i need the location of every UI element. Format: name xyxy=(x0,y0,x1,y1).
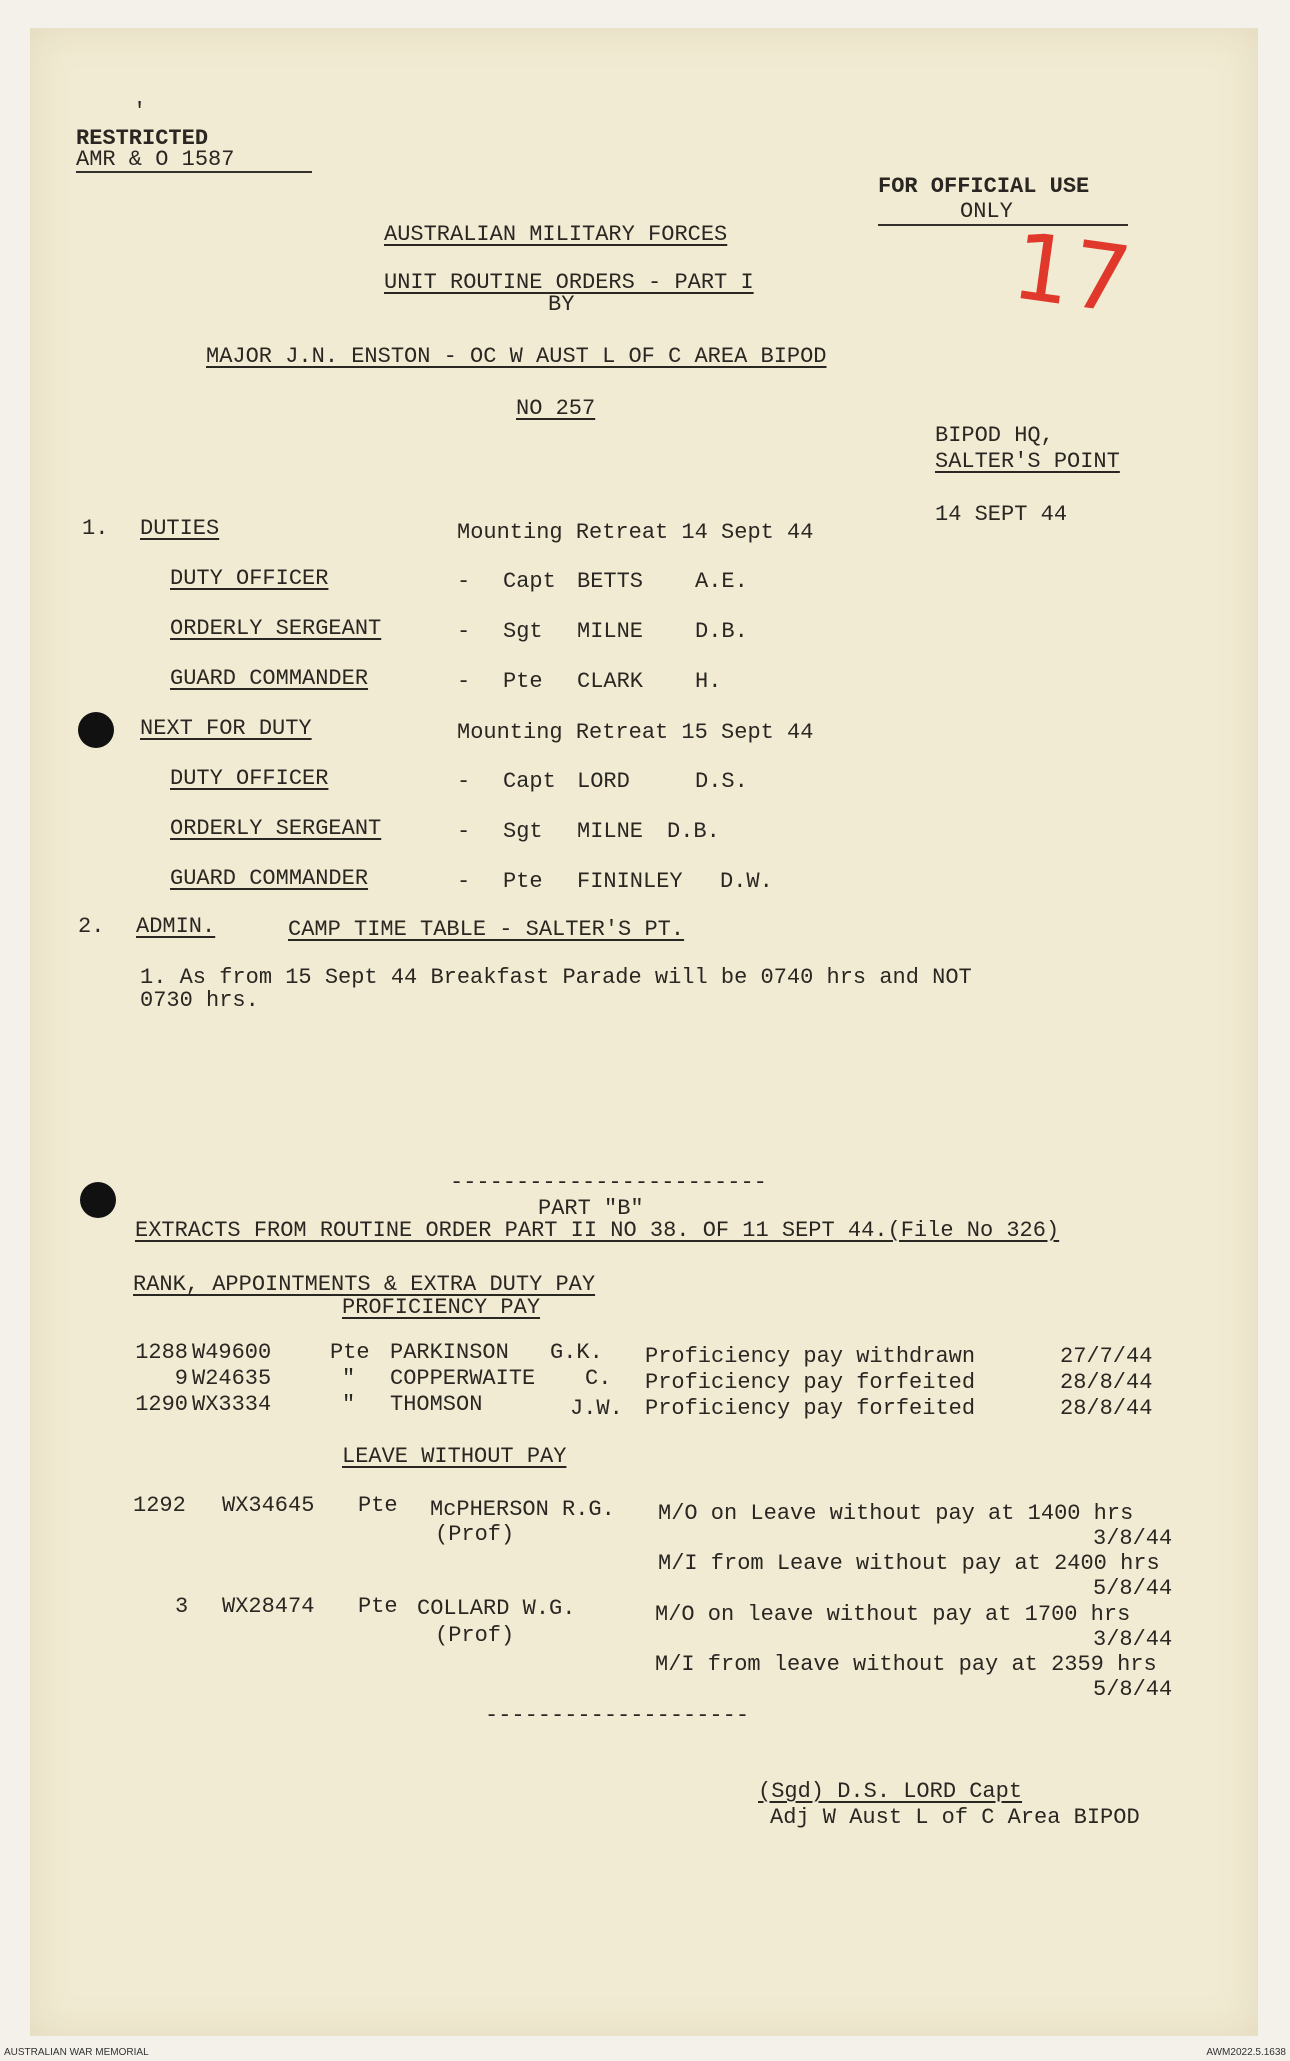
duty-dash: - xyxy=(457,619,471,644)
next-duty-rank: Pte xyxy=(503,869,543,894)
prof-row-name: COPPERWAITE xyxy=(390,1366,536,1391)
restricted-underline xyxy=(76,171,312,173)
punch-hole-bottom xyxy=(80,1182,116,1218)
partb-extracts: EXTRACTS FROM ROUTINE ORDER PART II NO 38. OF 11 SEPT 44.(File No 326) xyxy=(135,1218,1060,1243)
leave-row-date2: 5/8/44 xyxy=(1093,1677,1173,1702)
next-duty-name: FININLEY xyxy=(577,869,683,894)
prof-row-initials: J.W. xyxy=(570,1396,623,1421)
duty-rank: Capt xyxy=(503,569,556,594)
leave-row-rank: Pte xyxy=(358,1493,398,1518)
prof-row-desc: Proficiency pay forfeited xyxy=(645,1370,976,1395)
admin-item-line2: 0730 hrs. xyxy=(140,988,259,1013)
next-duty-role: ORDERLY SERGEANT xyxy=(170,816,382,841)
punch-hole-top xyxy=(78,712,114,748)
prof-row-name: PARKINSON xyxy=(390,1340,509,1365)
location-line1: BIPOD HQ, xyxy=(935,423,1054,448)
partb-dashes-top: ------------------------ xyxy=(450,1170,767,1195)
subtitle: UNIT ROUTINE ORDERS - PART I xyxy=(384,270,754,295)
duties-heading: DUTIES xyxy=(140,516,220,541)
official-use-line1: FOR OFFICIAL USE xyxy=(878,174,1090,199)
prof-row-reg: W24635 xyxy=(192,1366,272,1391)
duty-name: CLARK xyxy=(577,669,644,694)
leave-row-entry1: M/O on Leave without pay at 1400 hrs xyxy=(658,1501,1134,1526)
partb-title: PART "B" xyxy=(538,1196,644,1221)
duty-role: ORDERLY SERGEANT xyxy=(170,616,382,641)
next-duty-initials: D.S. xyxy=(695,769,748,794)
duty-role: GUARD COMMANDER xyxy=(170,666,369,691)
rank-appointments-heading: RANK, APPOINTMENTS & EXTRA DUTY PAY xyxy=(133,1272,596,1297)
prof-row-no: 9 xyxy=(174,1366,188,1391)
prof-row-desc: Proficiency pay withdrawn xyxy=(645,1344,976,1369)
duty-name: MILNE xyxy=(577,619,644,644)
document-page xyxy=(30,28,1258,2036)
prof-row-date: 28/8/44 xyxy=(1060,1396,1153,1421)
duty-initials: A.E. xyxy=(695,569,748,594)
issuer: MAJOR J.N. ENSTON - OC W AUST L OF C AREA BIPOD xyxy=(206,344,827,369)
next-duty-role: GUARD COMMANDER xyxy=(170,866,369,891)
leave-row-entry2: M/I from Leave without pay at 2400 hrs xyxy=(658,1551,1160,1576)
prof-row-desc: Proficiency pay forfeited xyxy=(645,1396,976,1421)
next-duty-role: DUTY OFFICER xyxy=(170,766,329,791)
prof-row-initials: C. xyxy=(585,1366,612,1391)
leave-row-name: McPHERSON R.G. xyxy=(430,1497,615,1522)
proficiency-pay-heading: PROFICIENCY PAY xyxy=(342,1295,541,1320)
signature-line: (Sgd) D.S. LORD Capt xyxy=(758,1779,1023,1804)
prof-row-no: 1290 xyxy=(135,1392,188,1417)
next-duty-initials: D.B. xyxy=(667,819,720,844)
duty-role: DUTY OFFICER xyxy=(170,566,329,591)
amr-reference: AMR & O 1587 xyxy=(76,147,235,172)
section2-number: 2. xyxy=(78,914,105,939)
leave-row-date1: 3/8/44 xyxy=(1093,1627,1173,1652)
prof-row-no: 1288 xyxy=(135,1340,188,1365)
next-duty-rank: Sgt xyxy=(503,819,543,844)
duty-name: BETTS xyxy=(577,569,644,594)
next-duty-rank: Capt xyxy=(503,769,556,794)
leave-row-entry1: M/O on leave without pay at 1700 hrs xyxy=(655,1602,1131,1627)
leave-row-no: 1292 xyxy=(133,1493,186,1518)
leave-row-rank: Pte xyxy=(358,1594,398,1619)
footer-archive-label: AUSTRALIAN WAR MEMORIAL xyxy=(4,2047,149,2058)
duty-initials: H. xyxy=(695,669,722,694)
by-label: BY xyxy=(548,292,575,317)
leave-row-no: 3 xyxy=(175,1594,189,1619)
next-duty-name: LORD xyxy=(577,769,630,794)
leave-row-prof: (Prof) xyxy=(435,1522,515,1547)
prof-row-date: 27/7/44 xyxy=(1060,1344,1153,1369)
leave-row-date1: 3/8/44 xyxy=(1093,1526,1173,1551)
prof-row-rank: " xyxy=(342,1392,356,1417)
handwritten-annotation: 17 xyxy=(1006,212,1138,335)
admin-item-line1: 1. As from 15 Sept 44 Breakfast Parade will be 0740 hrs and NOT xyxy=(140,965,972,990)
official-use-line2: ONLY xyxy=(960,199,1013,224)
order-date: 14 SEPT 44 xyxy=(935,502,1068,527)
title: AUSTRALIAN MILITARY FORCES xyxy=(384,222,728,247)
tick-mark: ' xyxy=(133,99,147,124)
duty-rank: Sgt xyxy=(503,619,543,644)
leave-row-name: COLLARD W.G. xyxy=(417,1596,576,1621)
prof-row-rank: " xyxy=(342,1366,356,1391)
order-number: NO 257 xyxy=(516,396,596,421)
prof-row-initials: G.K. xyxy=(550,1340,603,1365)
partb-dashes-bottom: -------------------- xyxy=(485,1703,750,1728)
leave-row-reg: WX28474 xyxy=(222,1594,315,1619)
duty-dash: - xyxy=(457,569,471,594)
duty-rank: Pte xyxy=(503,669,543,694)
admin-heading: ADMIN. xyxy=(136,914,216,939)
footer-catalogue-number: AWM2022.5.1638 xyxy=(1206,2047,1286,2058)
duty-initials: D.B. xyxy=(695,619,748,644)
duty-dash: - xyxy=(457,669,471,694)
next-duty-initials: D.W. xyxy=(720,869,773,894)
location-line2: SALTER'S POINT xyxy=(935,449,1120,474)
leave-without-pay-heading: LEAVE WITHOUT PAY xyxy=(342,1444,567,1469)
prof-row-date: 28/8/44 xyxy=(1060,1370,1153,1395)
leave-row-entry2: M/I from leave without pay at 2359 hrs xyxy=(655,1652,1157,1677)
next-duty-dash: - xyxy=(457,769,471,794)
leave-row-reg: WX34645 xyxy=(222,1493,315,1518)
next-duty-dash: - xyxy=(457,819,471,844)
duties-mounting: Mounting Retreat 14 Sept 44 xyxy=(457,520,814,545)
prof-row-reg: WX3334 xyxy=(192,1392,272,1417)
camp-timetable-heading: CAMP TIME TABLE - SALTER'S PT. xyxy=(288,917,685,942)
next-duty-dash: - xyxy=(457,869,471,894)
prof-row-reg: W49600 xyxy=(192,1340,272,1365)
prof-row-name: THOMSON xyxy=(390,1392,483,1417)
next-duty-name: MILNE xyxy=(577,819,644,844)
prof-row-rank: Pte xyxy=(330,1340,370,1365)
section1-number: 1. xyxy=(82,516,109,541)
next-for-duty-heading: NEXT FOR DUTY xyxy=(140,716,312,741)
signature-title: Adj W Aust L of C Area BIPOD xyxy=(770,1805,1140,1830)
leave-row-date2: 5/8/44 xyxy=(1093,1576,1173,1601)
next-mounting: Mounting Retreat 15 Sept 44 xyxy=(457,720,814,745)
leave-row-prof: (Prof) xyxy=(435,1623,515,1648)
restricted-label: RESTRICTED xyxy=(76,126,209,151)
